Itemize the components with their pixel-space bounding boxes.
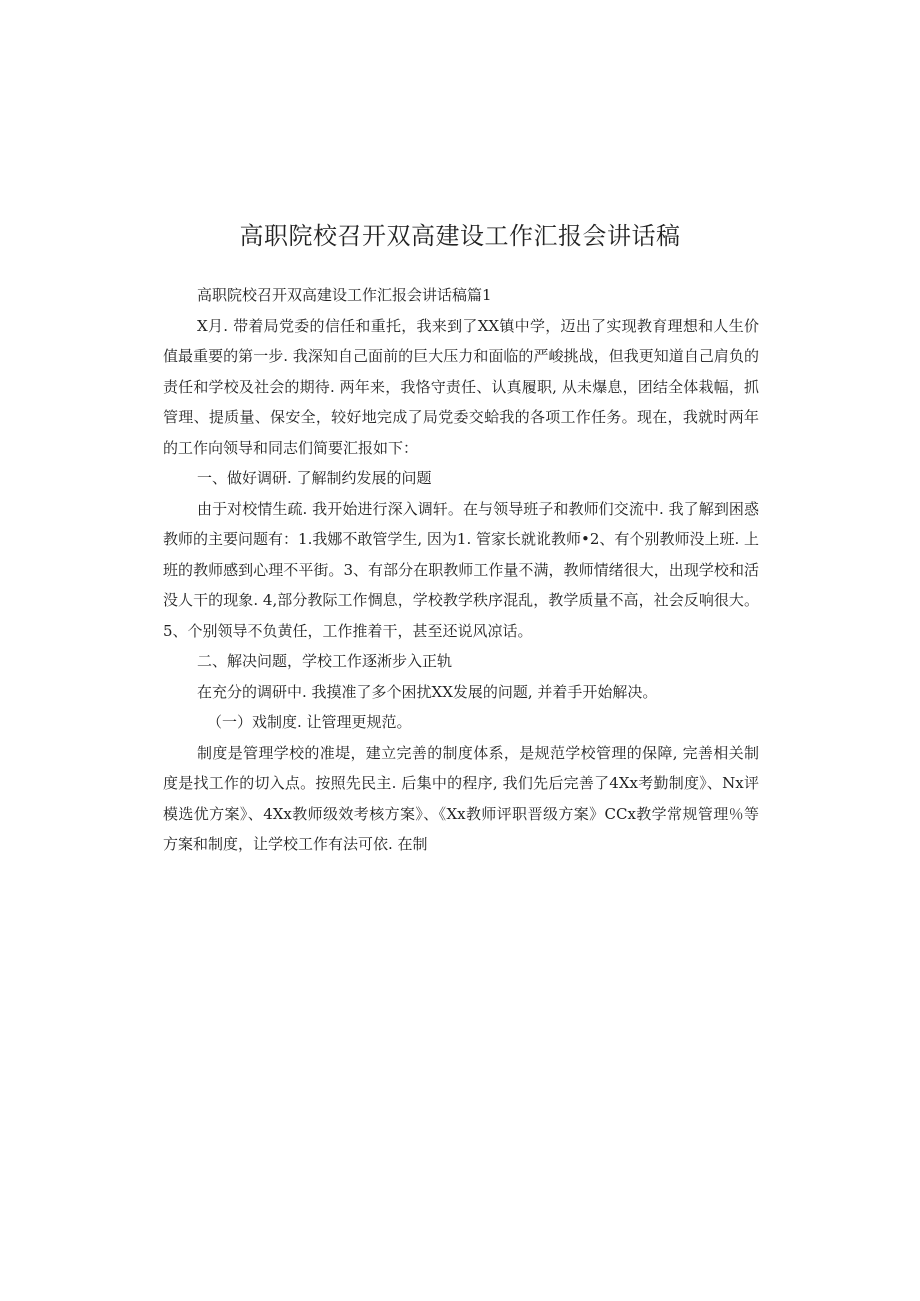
section-1-paragraph: 由于对校情生疏. 我开始进行深入调轩。在与领导班子和教师们交流中. 我了解到困惑教师的主要问题有：1.我娜不敢管学生, 因为1. 管家长就讹教师•2、有个别教师没上班. 上班的教师感到心理不平街。3、有部分在职教师工作量不满，教师情绪很大，出现学校和活没人干的现象. 4,部分教际工作惆息，学校教学秩序混乱，教学质量不高，社会反响很大。5、个别领导不负黄任，工作推着干，甚至还说风凉话。 [163,499,759,640]
section-heading-2: 二、解决问题，学校工作逐淅步入正轨 [197,652,453,670]
document-body [163,280,759,860]
section-2-paragraph: 在充分的调研中. 我摸准了多个困扰XX发展的问题, 并着手开始解决。 [197,682,658,701]
subsection-1-paragraph: 制度是管理学校的准堤，建立完善的制度体系，是规范学校管理的保障, 完善相关制度是找工作的切入点。按照先民主. 后集中的程序, 我们先后完善了4Xx考勤制度》、Nx评模选优方案》、4Xx教师级效考核方案》、《Xx教师评职晋级方案》CCx教学常规管理％等方案和制度，让学校工作有法可依. 在制 [163,743,759,853]
document-title: 高职院校召开双高建设工作汇报会讲话稿 [239,222,681,250]
subtitle-paragraph: 高职院校召开双高建设工作汇报会讲话稿篇1 [197,286,492,304]
intro-paragraph: X月. 带着局党委的信任和重托，我来到了XX镇中学，迈出了实现教育理想和人生价值最重要的第一步. 我深知自己面前的巨大压力和面临的严峻挑战，但我更知道自己肩负的责任和学校及社会的期待. 两年来，我恪守责任、认真履职, 从未爆息，团结全体栽幅，抓管理、提质量、保安全，较好地完成了局党委交蛤我的各项工作任务。现在，我就时两年的工作向领导和同志们简要汇报如下： [163,316,759,457]
section-heading-1: 一、做好调研. 了解制约发展的问题 [197,469,432,487]
subsection-heading-1: （一）戏制度. 让管理更规范。 [207,713,412,731]
